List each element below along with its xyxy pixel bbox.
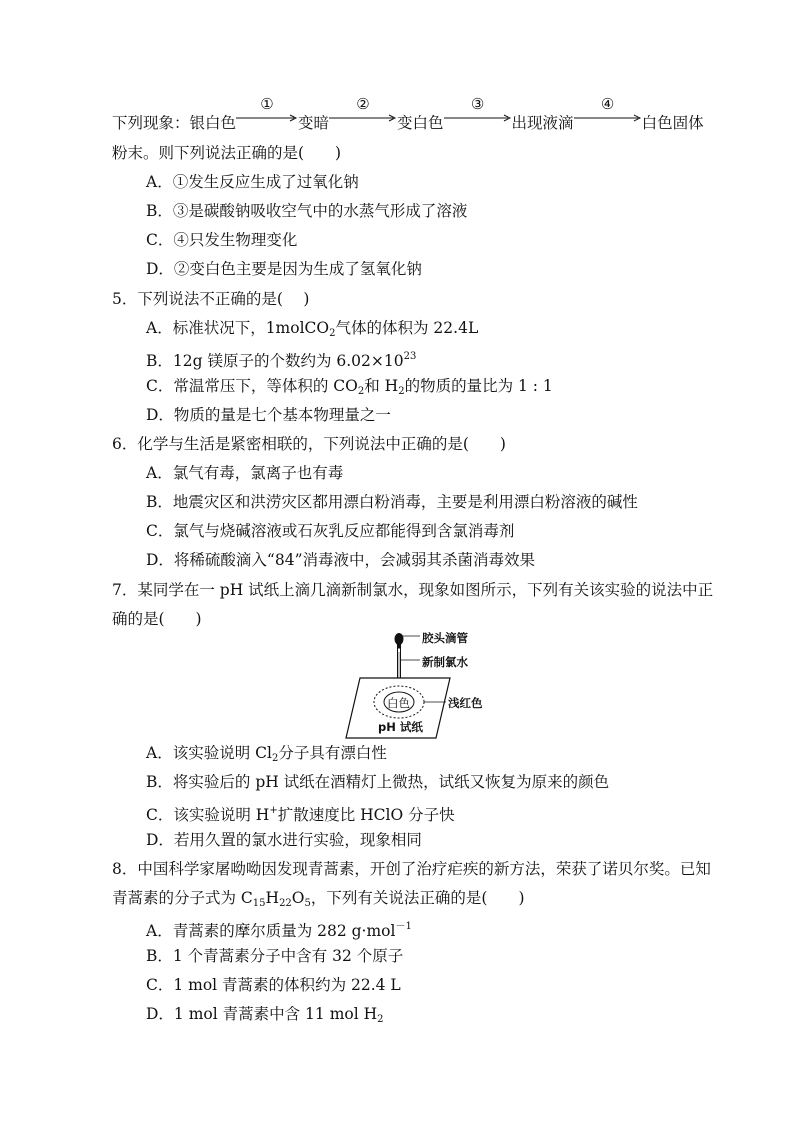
q8-option-c: C．1 mol 青蒿素的体积约为 22.4 L <box>146 976 401 994</box>
q5-option-d: D．物质的量是七个基本物理量之一 <box>146 406 391 424</box>
q8-option-b: B．1 个青蒿素分子中含有 32 个原子 <box>146 947 404 965</box>
q7-option-a-text: A．该实验说明 Cl <box>146 744 272 762</box>
q8-option-d-sub: 2 <box>377 1014 384 1025</box>
state-1: 变暗 <box>298 114 330 132</box>
q8-stem-text1: 青蒿素的分子式为 C <box>112 889 253 907</box>
q8-option-d-text: D．1 mol 青蒿素中含 11 mol H <box>146 1005 378 1023</box>
ph-paper-label: pH 试纸 <box>378 720 423 734</box>
q5-option-a-text: A．标准状况下，1molCO <box>146 319 330 337</box>
q7-option-d: D．若用久置的氯水进行实验，现象相同 <box>146 831 422 849</box>
q5-option-c-sub1: 2 <box>357 386 365 397</box>
arrow-2-label: ② <box>356 95 370 113</box>
arrow-1 <box>236 95 298 128</box>
intro-line-2: 粉末。则下列说法正确的是( ) <box>112 144 342 162</box>
q5-option-b <box>146 347 416 371</box>
arrow-3-label: ③ <box>470 95 485 113</box>
intro-option-b: B．③是碳酸钠吸收空气中的水蒸气形成了溶液 <box>146 202 468 220</box>
q5-option-a-sub: 2 <box>329 328 336 339</box>
q8-stem-text2: H <box>265 889 280 907</box>
state-4: 白色固体 <box>641 114 704 132</box>
arrow-2 <box>329 95 397 128</box>
q5-option-b-text: B．12g 镁原子的个数约为 6.02×10 <box>146 352 404 370</box>
q5-option-a-text2: 气体的体积为 22.4L <box>335 319 479 337</box>
chlorine-water-label: 新制氯水 <box>422 655 468 669</box>
intro-option-c: C．④只发生物理变化 <box>146 231 298 249</box>
q6-option-d: D．将稀硫酸滴入“84”消毒液中，会减弱其杀菌消毒效果 <box>146 551 536 569</box>
arrow-2-icon <box>329 114 397 122</box>
q5-option-c-sub2: 2 <box>398 386 405 397</box>
q7-option-c-sup: + <box>269 805 278 816</box>
q7-stem-line2: 确的是( ) <box>112 610 202 628</box>
q7-option-c <box>146 801 455 825</box>
q8-stem-line2 <box>112 888 525 914</box>
q7-option-a-sub: 2 <box>271 753 279 764</box>
q5-option-b-sup: 23 <box>403 351 417 362</box>
q8-option-a-sup: －1 <box>395 921 412 932</box>
q7-option-c-text2: 扩散速度比 HClO 分子快 <box>277 806 455 824</box>
arrow-4-label: ④ <box>600 95 615 113</box>
state-3: 出现液滴 <box>511 114 574 132</box>
white-label: 白色 <box>387 696 410 710</box>
q6-stem: 6．化学与生活是紧密相联的，下列说法中正确的是( ) <box>112 435 506 453</box>
q8-stem-line1: 8．中国科学家屠呦呦因发现青蒿素，开创了治疗疟疾的新方法，荣获了诺贝尔奖。已知 <box>112 860 711 878</box>
q7-option-c-text: C．该实验说明 H <box>146 806 270 824</box>
q5-option-c-text: C．常温常压下，等体积的 CO <box>146 377 358 395</box>
q5-stem: 5．下列说法不正确的是( ) <box>112 290 310 308</box>
q7-stem-line1: 7．某同学在一 pH 试纸上滴几滴新制氯水，现象如图所示，下列有关该实验的说法中正 <box>112 581 714 599</box>
arrow-1-label: ① <box>260 95 274 113</box>
arrow-1-icon <box>236 114 298 122</box>
arrow-3-icon <box>444 114 512 122</box>
q5-option-a <box>146 318 478 344</box>
state-2: 变白色 <box>397 114 444 132</box>
q5-option-c-text3: 的物质的量比为 1 : 1 <box>404 377 553 395</box>
q8-stem-sub2: 22 <box>279 898 292 909</box>
q8-option-d <box>146 1004 384 1030</box>
q8-stem-sub1: 15 <box>252 898 266 909</box>
q7-option-a-text2: 分子具有漂白性 <box>278 744 387 762</box>
intro-option-a: A．①发生反应生成了过氧化钠 <box>146 173 359 191</box>
dropper-label: 胶头滴管 <box>422 631 468 645</box>
q8-stem-sub3: 5 <box>304 898 311 909</box>
ph-paper-figure <box>340 630 500 740</box>
arrow-4-icon <box>574 114 642 122</box>
q8-stem-text3: O <box>291 889 305 907</box>
arrow-3 <box>444 95 512 128</box>
q6-option-b: B．地震灾区和洪涝灾区都用漂白粉消毒，主要是利用漂白粉溶液的碱性 <box>146 493 638 511</box>
q8-option-a-text: A．青蒿素的摩尔质量为 282 g·mol <box>146 922 396 940</box>
reaction-sequence-line <box>112 95 704 133</box>
q7-option-b: B．将实验后的 pH 试纸在酒精灯上微热，试纸又恢复为原来的颜色 <box>146 773 610 791</box>
sequence-prefix: 下列现象：银白色 <box>112 114 237 132</box>
q5-option-c-text2: 和 H <box>364 377 399 395</box>
light-red-label: 浅红色 <box>448 696 483 710</box>
q6-option-a: A．氯气有毒，氯离子也有毒 <box>146 464 344 482</box>
intro-option-d: D．②变白色主要是因为生成了氢氧化钠 <box>146 260 422 278</box>
q6-option-c: C．氯气与烧碱溶液或石灰乳反应都能得到含氯消毒剂 <box>146 522 515 540</box>
q5-option-c <box>146 376 553 402</box>
q8-stem-text4: ，下列有关说法正确的是( ) <box>310 889 525 907</box>
q7-option-a <box>146 743 387 769</box>
arrow-4 <box>574 95 642 128</box>
q8-option-a <box>146 917 412 941</box>
